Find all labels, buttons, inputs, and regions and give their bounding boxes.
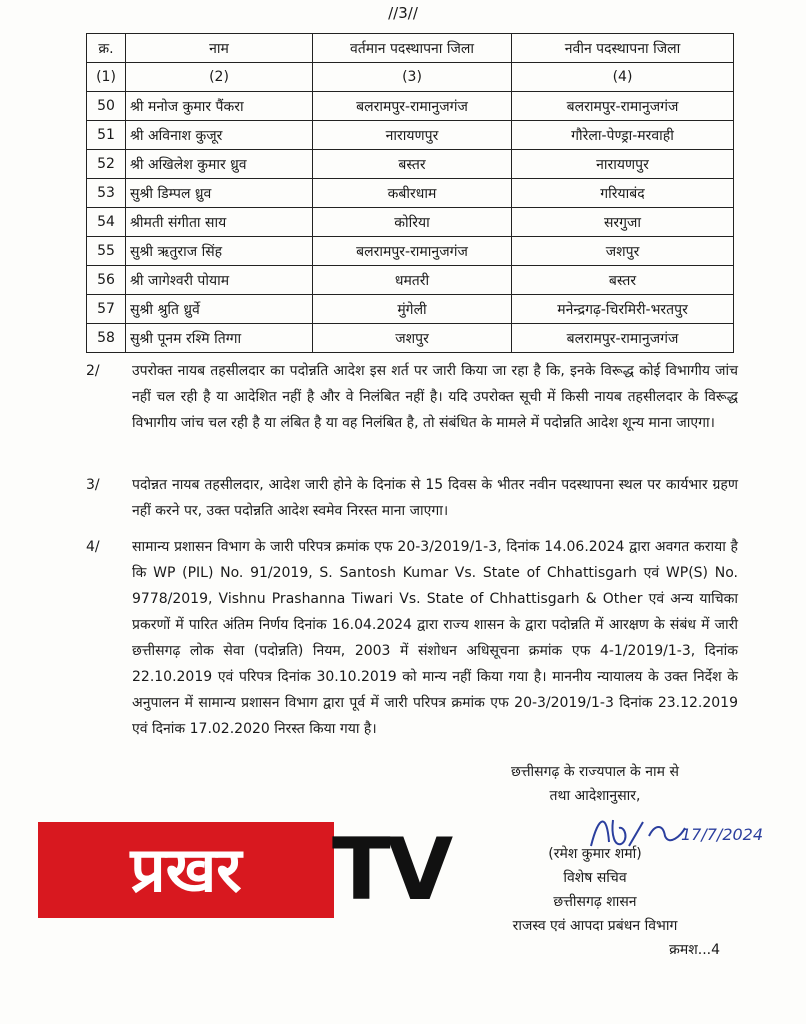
serial-cell: 57 [87, 295, 126, 324]
paragraph-number: 3/ [86, 477, 100, 493]
authority-line: छत्तीसगढ़ के राज्यपाल के नाम से [511, 764, 679, 780]
paragraph-4 [86, 534, 738, 742]
paragraph-number: 2/ [86, 363, 100, 379]
signatory-government: छत्तीसगढ़ शासन [553, 894, 637, 910]
paragraph-text: सामान्य प्रशासन विभाग के जारी परिपत्र क्रमांक एफ 20-3/2019/1-3, दिनांक 14.06.2024 द्वारा अवगत कराया है कि WP (PIL) No. 91/2019, S. Santosh Kumar Vs. State of Chhattisgarh एवं WP(S) No. 9778/2019, Vishnu Prashanna Tiwari Vs. State of Chhattisgarh & Other एवं अन्य याचिका प्रकरणों में पारित अंतिम निर्णय दिनांक 16.04.2024 द्वारा राज्य शासन के द्वारा पदोन्नति में आरक्षण के संबंध में जारी छत्तीसगढ़ लोक सेवा (पदोन्नति) नियम, 2003 में संशोधन अधिसूचना क्रमांक एफ 4-1/2019/1-3, दिनांक 22.10.2019 एवं परिपत्र दिनांक 30.10.2019 को मान्य नहीं किया गया है। माननीय न्यायालय के उक्त निर्देश के अनुपालन में सामान्य प्रशासन विभाग द्वारा पूर्व में जारी परिपत्र क्रमांक एफ 20-3/2019/1-3 दिनांक 23.12.2019 एवं दिनांक 17.02.2020 निरस्त किया गया है। [132, 539, 738, 737]
table-row [87, 324, 734, 353]
serial-cell: 51 [87, 121, 126, 150]
table-row [87, 266, 734, 295]
order-line: तथा आदेशानुसार, [549, 788, 641, 804]
signatory-details [430, 842, 760, 962]
serial-cell: 58 [87, 324, 126, 353]
name-cell: श्री मनोज कुमार पैंकरा [126, 92, 313, 121]
new-district-cell: जशपुर [512, 237, 734, 266]
current-district-cell: बस्तर [313, 150, 512, 179]
signature-block [430, 760, 760, 808]
name-cell: श्रीमती संगीता साय [126, 208, 313, 237]
table-row [87, 208, 734, 237]
table-row [87, 121, 734, 150]
table-row [87, 92, 734, 121]
table-row [87, 150, 734, 179]
new-district-cell: मनेन्द्रगढ़-चिरमिरी-भरतपुर [512, 295, 734, 324]
logo-tv-text: TV [332, 820, 450, 920]
table-row [87, 179, 734, 208]
signatory-department: राजस्व एवं आपदा प्रबंधन विभाग [512, 918, 678, 934]
column-index: (1) [87, 63, 126, 92]
signatory-designation: विशेष सचिव [563, 870, 627, 886]
logo-red-text: प्रखर [130, 833, 242, 906]
current-district-cell: धमतरी [313, 266, 512, 295]
current-district-cell: कबीरधाम [313, 179, 512, 208]
prakhar-tv-logo [38, 820, 450, 922]
current-district-cell: मुंगेली [313, 295, 512, 324]
serial-cell: 55 [87, 237, 126, 266]
new-district-cell: गौरेला-पेण्ड्रा-मरवाही [512, 121, 734, 150]
current-district-cell: जशपुर [313, 324, 512, 353]
header-name: नाम [126, 34, 313, 63]
current-district-cell: नारायणपुर [313, 121, 512, 150]
current-district-cell: बलरामपुर-रामानुजगंज [313, 237, 512, 266]
table-row [87, 295, 734, 324]
table-header-row [87, 34, 734, 63]
name-cell: सुश्री श्रुति ध्रुर्वे [126, 295, 313, 324]
name-cell: सुश्री ऋतुराज सिंह [126, 237, 313, 266]
column-index: (4) [512, 63, 734, 92]
serial-cell: 53 [87, 179, 126, 208]
new-district-cell: बस्तर [512, 266, 734, 295]
signature-date: 17/7/2024 [681, 825, 764, 844]
serial-cell: 50 [87, 92, 126, 121]
new-district-cell: बलरामपुर-रामानुजगंज [512, 324, 734, 353]
header-new-district: नवीन पदस्थापना जिला [512, 34, 734, 63]
current-district-cell: बलरामपुर-रामानुजगंज [313, 92, 512, 121]
name-cell: श्री जागेश्वरी पोयाम [126, 266, 313, 295]
posting-table [86, 33, 734, 353]
serial-cell: 54 [87, 208, 126, 237]
column-index-row [87, 63, 734, 92]
header-current-district: वर्तमान पदस्थापना जिला [313, 34, 512, 63]
continued-note: क्रमश...4 [669, 942, 720, 958]
name-cell: श्री अखिलेश कुमार ध्रुव [126, 150, 313, 179]
serial-cell: 56 [87, 266, 126, 295]
current-district-cell: कोरिया [313, 208, 512, 237]
name-cell: श्री अविनाश कुजूर [126, 121, 313, 150]
new-district-cell: नारायणपुर [512, 150, 734, 179]
table-row [87, 237, 734, 266]
paragraph-3 [86, 472, 738, 524]
column-index: (2) [126, 63, 313, 92]
name-cell: सुश्री डिम्पल ध्रुव [126, 179, 313, 208]
paragraph-text: पदोन्नत नायब तहसीलदार, आदेश जारी होने के दिनांक से 15 दिवस के भीतर नवीन पदस्थापना स्थल पर कार्यभार ग्रहण नहीं करने पर, उक्त पदोन्नति आदेश स्वमेव निरस्त माना जाएगा। [132, 477, 738, 519]
paragraph-text: उपरोक्त नायब तहसीलदार का पदोन्नति आदेश इस शर्त पर जारी किया जा रहा है कि, इनके विरूद्ध कोई विभागीय जांच नहीं चल रही है या आदेशित नहीं है और वे निलंबित नहीं है। यदि उपरोक्त सूची में किसी नायब तहसीलदार के विरूद्ध विभागीय जांच चल रही है या लंबित है या वह निलंबित है, तो संबंधित के मामले में पदोन्नति आदेश शून्य माना जाएगा। [132, 363, 738, 431]
signatory-name: (रमेश कुमार शर्मा) [548, 846, 642, 862]
paragraph-2 [86, 358, 738, 436]
paragraph-number: 4/ [86, 539, 100, 555]
new-district-cell: गरियाबंद [512, 179, 734, 208]
header-serial: क्र. [87, 34, 126, 63]
new-district-cell: बलरामपुर-रामानुजगंज [512, 92, 734, 121]
new-district-cell: सरगुजा [512, 208, 734, 237]
serial-cell: 52 [87, 150, 126, 179]
column-index: (3) [313, 63, 512, 92]
page-number: //3// [388, 4, 418, 22]
name-cell: सुश्री पूनम रश्मि तिग्गा [126, 324, 313, 353]
